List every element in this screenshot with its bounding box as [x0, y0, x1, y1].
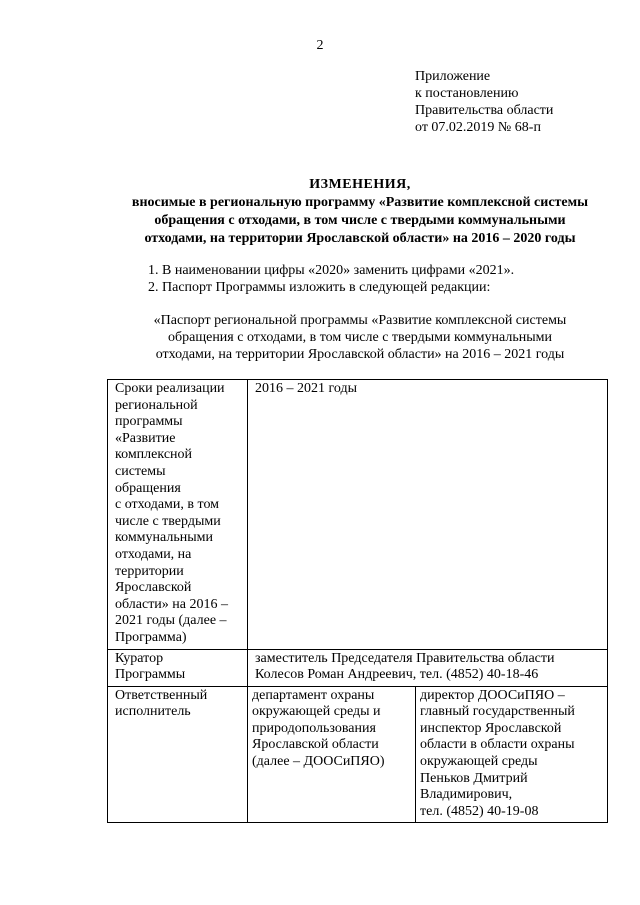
label-line: числе с твердыми [115, 513, 221, 529]
heading-line: обращения с отходами, в том числе с твердыми коммунальными [154, 213, 566, 228]
change-item: 1. В наименовании цифры «2020» заменить цифрами «2021». [148, 263, 515, 278]
row-value-cell [248, 649, 608, 686]
label-line: региональной [115, 397, 198, 413]
passport-title-line: отходами, на территории Ярославской области» на 2016 – 2021 годы [155, 347, 565, 362]
label-line: Ярославской [115, 580, 192, 596]
person-line: тел. (4852) 40-19-08 [420, 803, 539, 819]
label-line: системы [115, 463, 166, 479]
table-row [108, 380, 608, 650]
row-label-cell [108, 649, 248, 686]
department-line: (далее – ДООСиПЯО) [252, 754, 385, 770]
appendix-line: Правительства области [415, 103, 554, 118]
value-line: Колесов Роман Андреевич, тел. (4852) 40-18-46 [255, 667, 539, 683]
passport-title [60, 312, 640, 363]
department-line: Ярославской области [252, 737, 379, 753]
label-line: Сроки реализации [115, 381, 225, 396]
label-line: «Развитие [115, 430, 176, 446]
appendix-block [415, 68, 553, 136]
executor-subtable [248, 687, 607, 823]
label-line: программы [115, 414, 183, 430]
person-cell [416, 687, 608, 823]
label-line: Программы [115, 667, 186, 683]
person-line: Владимирович, [420, 787, 513, 803]
table-row [108, 649, 608, 686]
passport-title-line: «Паспорт региональной программы «Развитие комплексной системы [153, 313, 567, 328]
passport-table [107, 379, 608, 823]
department-line: департамент охраны [252, 687, 375, 703]
person-line: директор ДООСиПЯО – [420, 687, 565, 703]
department-line: природопользования [252, 720, 376, 736]
person-line: главный государственный [420, 704, 575, 720]
person-line: Пеньков Дмитрий [420, 770, 528, 786]
label-line: коммунальными [115, 530, 213, 546]
label-line: комплексной [115, 447, 193, 463]
appendix-line: от 07.02.2019 № 68-п [415, 120, 541, 135]
passport-title-line: обращения с отходами, в том числе с твердыми коммунальными [167, 330, 552, 345]
label-line: с отходами, в том [115, 497, 220, 513]
label-line: 2021 годы (далее – [115, 613, 227, 629]
change-items [148, 262, 514, 296]
person-line: инспектор Ярославской [420, 720, 562, 736]
document-heading [60, 176, 640, 248]
label-line: области» на 2016 – [115, 596, 229, 612]
person-line: области в области охраны [420, 737, 575, 753]
label-line: Куратор [115, 650, 164, 666]
heading-line: вносимые в региональную программу «Развитие комплексной системы [131, 195, 589, 210]
value-line: 2016 – 2021 годы [255, 381, 358, 396]
page-number: 2 [316, 38, 324, 53]
row-value-cell [248, 380, 608, 650]
change-item: 2. Паспорт Программы изложить в следующей редакции: [148, 280, 491, 295]
table-row [108, 686, 608, 823]
row-label-cell [108, 380, 248, 650]
department-cell [248, 687, 416, 823]
heading-line: отходами, на территории Ярославской области» на 2016 – 2020 годы [144, 231, 576, 246]
row-value-cell [248, 686, 608, 823]
heading-title: ИЗМЕНЕНИЯ, [309, 177, 411, 192]
person-line: окружающей среды [420, 754, 538, 770]
label-line: территории [115, 563, 184, 579]
department-line: окружающей среды и [252, 704, 381, 720]
label-line: исполнитель [115, 704, 191, 720]
label-line: Программа) [115, 629, 187, 645]
label-line: отходами, на [115, 546, 192, 562]
value-line: заместитель Председателя Правительства области [255, 650, 555, 666]
label-line: Ответственный [115, 687, 208, 703]
appendix-line: к постановлению [415, 86, 519, 101]
label-line: обращения [115, 480, 181, 496]
appendix-line: Приложение [415, 69, 491, 84]
row-label-cell [108, 686, 248, 823]
